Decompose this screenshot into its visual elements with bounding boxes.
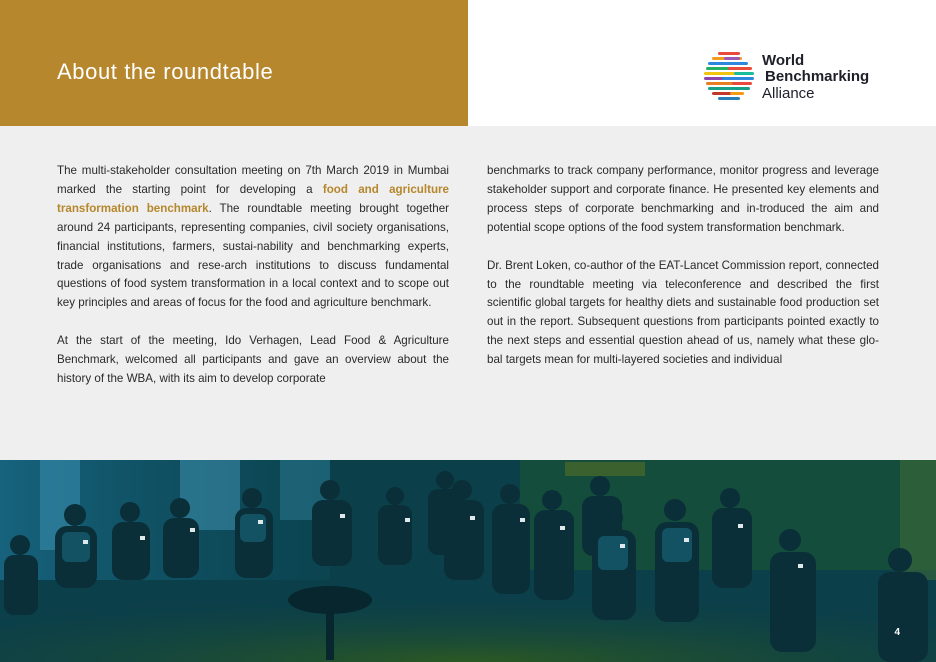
right-paragraph-1: benchmarks to track company performance, monitor progress and leverage stakeholder support and corporate finance. He presented key elements and process steps of corporate benchmarking and in-troduced the aim and potential scope options of the food system transformation benchmark. bbox=[487, 164, 879, 234]
meeting-participants-image bbox=[0, 460, 936, 662]
benchmark-highlight: food and agriculture transformation benchmark bbox=[57, 182, 450, 215]
left-p1-text-start: The multi-stakeholder consultation meeting on 7th March 2019 in Mumbai marked the starting point for developing a bbox=[57, 164, 449, 196]
left-paragraph-2: At the start of the meeting, Ido Verhagen, Lead Food & Agriculture Benchmark, welcomed all participants and gave an overview about the history of the WBA, with its aim to develop corporate bbox=[57, 334, 449, 386]
page-number: 4 bbox=[894, 627, 900, 638]
right-text-column bbox=[487, 162, 879, 389]
right-paragraph-2: Dr. Brent Loken, co-author of the EAT-Lancet Commission report, connected to the roundtable meeting via teleconference and described the first scientific global targets for healthy diets and sustainable food production set out in the report. Subsequent questions from participants pointed exactly to the next steps and essential question ahead of us, namely what these glo-bal targets mean for multi-layered societies and individual bbox=[487, 258, 879, 367]
wba-logo bbox=[704, 50, 884, 106]
left-text-column bbox=[57, 162, 449, 408]
logo-text-alliance: Alliance bbox=[762, 85, 815, 102]
roundtable-photo bbox=[0, 460, 936, 662]
wba-logo-mark-icon bbox=[704, 50, 758, 106]
left-p1-text-end: . The roundtable meeting brought together around 24 participants, representing companies, civil society organisations, financial institutions, farmers, sustai-nability and benchmarking experts, trade organisations and rese-arch institutions to discuss fundamental questions of food system transformation in a local context and to scope out key principles and areas of focus for the food and agriculture benchmark. bbox=[57, 201, 450, 310]
logo-text-world: World bbox=[762, 52, 805, 69]
header-band bbox=[0, 0, 468, 126]
logo-text-benchmarking: Benchmarking bbox=[765, 68, 870, 85]
page-title: About the roundtable bbox=[57, 59, 274, 84]
left-paragraph-1 bbox=[57, 162, 449, 313]
